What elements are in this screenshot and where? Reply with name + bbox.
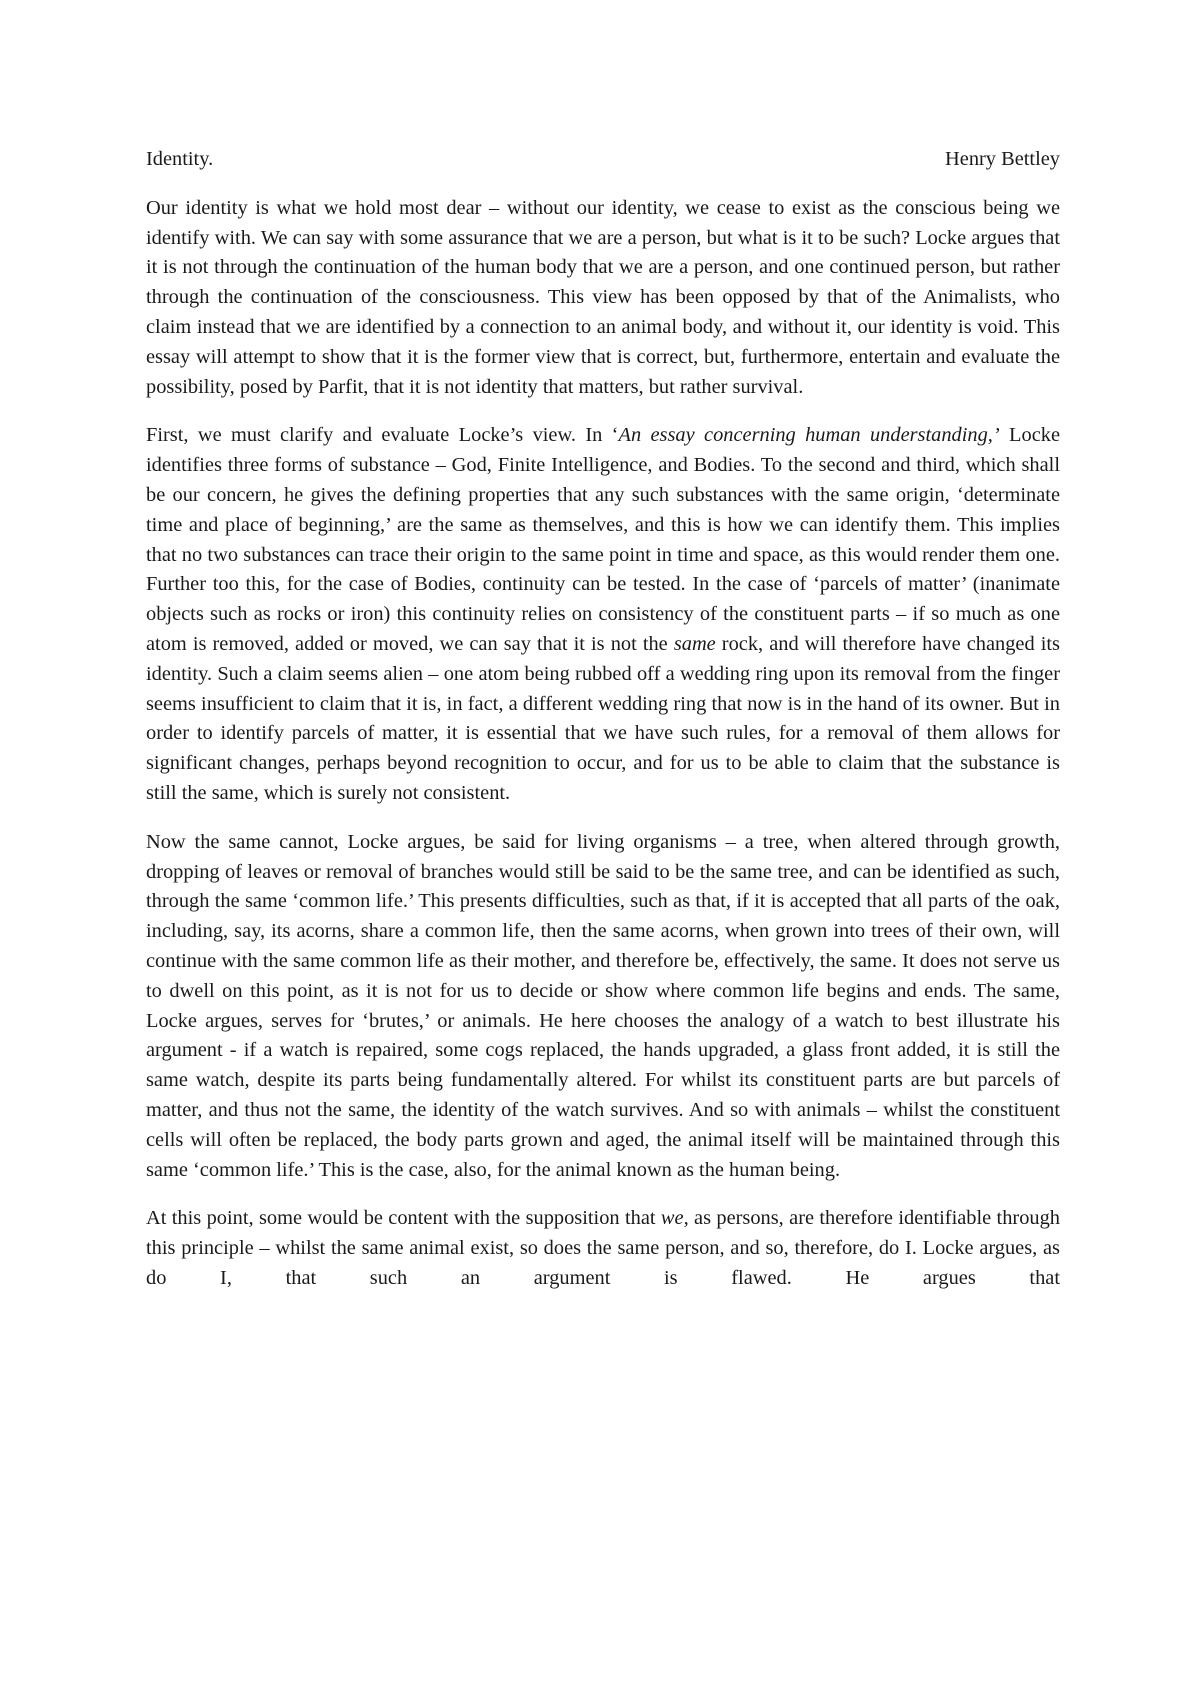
paragraph-living-organisms — [146, 828, 1060, 1186]
paragraph-intro — [146, 194, 1060, 403]
emphasis-we: we, — [660, 1207, 689, 1230]
paragraph-text: Locke identifies three forms of substance – God, Finite Intelligence, and Bodies. To the second and third, which shall be our concern, he gives the defining properties that any such substances with the same origin, ‘determinate time and place of beginning,’ are the same as themselves, and this is how we can identify them. This implies that no two substances can trace their origin to the same point in time and space, as this would render them one. Further too this, for the case of Bodies, continuity can be tested. In the case of ‘parcels of matter’ (inanimate objects such as rocks or iron) this continuity relies on consistency of the constituent parts – if so much as one atom is removed, added or moved, we can say that it is not the — [146, 424, 1060, 655]
emphasis-same: same — [673, 632, 716, 655]
document-title: Identity. — [146, 148, 214, 170]
paragraph-intro-text: Our identity is what we hold most dear – without our identity, we cease to exist as the conscious being we identify with. We can say with some assurance that we are a person, but what is it to be such? Locke argues that it is not through the continuation of the human body that we are a person, and one continued person, but rather through the continuation of the consciousness. This view has been opposed by that of the Animalists, who claim instead that we are identified by a connection to an animal body, and without it, our identity is void. This essay will attempt to show that it is the former view that is correct, but, furthermore, entertain and evaluate the possibility, posed by Parfit, that it is not identity that matters, but rather survival. — [146, 196, 1060, 398]
paragraph-text: rock, and will therefore have changed its identity. Such a claim seems alien – one atom being rubbed off a wedding ring upon its removal from the finger seems insufficient to claim that it is, in fact, a different wedding ring that now is in the hand of its owner. But in order to identify parcels of matter, it is essential that we have such rules, for a removal of them allows for significant changes, perhaps beyond recognition to occur, and for us to be able to claim that the substance is still the same, which is surely not consistent. — [146, 632, 1060, 804]
paragraph-text: First, we must clarify and evaluate Locke’s view. In ‘ — [146, 424, 619, 447]
paragraph-text: as persons, are therefore identifiable through this principle – whilst the same animal exist, so does the same person, and so, therefore, do I. Locke argues, as do I, that such an argument is flawed. He argues that — [146, 1207, 1060, 1289]
document-page — [146, 145, 1060, 1313]
paragraph-locke-view — [146, 421, 1060, 808]
book-title: An essay concerning human understanding,’ — [618, 424, 1000, 447]
paragraph-text: Now the same cannot, Locke argues, be said for living organisms – a tree, when altered through growth, dropping of leaves or removal of branches would still be said to be the same tree, and can be identified as such, through the same ‘common life.’ This presents difficulties, such as that, if it is accepted that all parts of the oak, including, say, its acorns, share a common life, then the same acorns, when grown into trees of their own, will continue with the same common life as their mother, and therefore be, effectively, the same. It does not serve us to dwell on this point, as it is not for us to decide or show where common life begins and ends. The same, Locke argues, serves for ‘brutes,’ or animals. He here chooses the analogy of a watch to best illustrate his argument - if a watch is repaired, some cogs replaced, the hands upgraded, a glass front added, it is still the same watch, despite its parts being fundamentally altered. For whilst its constituent parts are but parcels of matter, and thus not the same, the identity of the watch survives. And so with animals – whilst the constituent cells will often be replaced, the body parts grown and aged, the animal itself will be maintained through this same ‘common life.’ This is the case, also, for the animal known as the human being. — [146, 830, 1060, 1181]
author-name: Henry Bettley — [945, 148, 1060, 170]
paragraph-text: At this point, some would be content with the supposition that — [146, 1207, 661, 1230]
paragraph-persons — [146, 1204, 1060, 1293]
page-header — [146, 145, 1060, 175]
